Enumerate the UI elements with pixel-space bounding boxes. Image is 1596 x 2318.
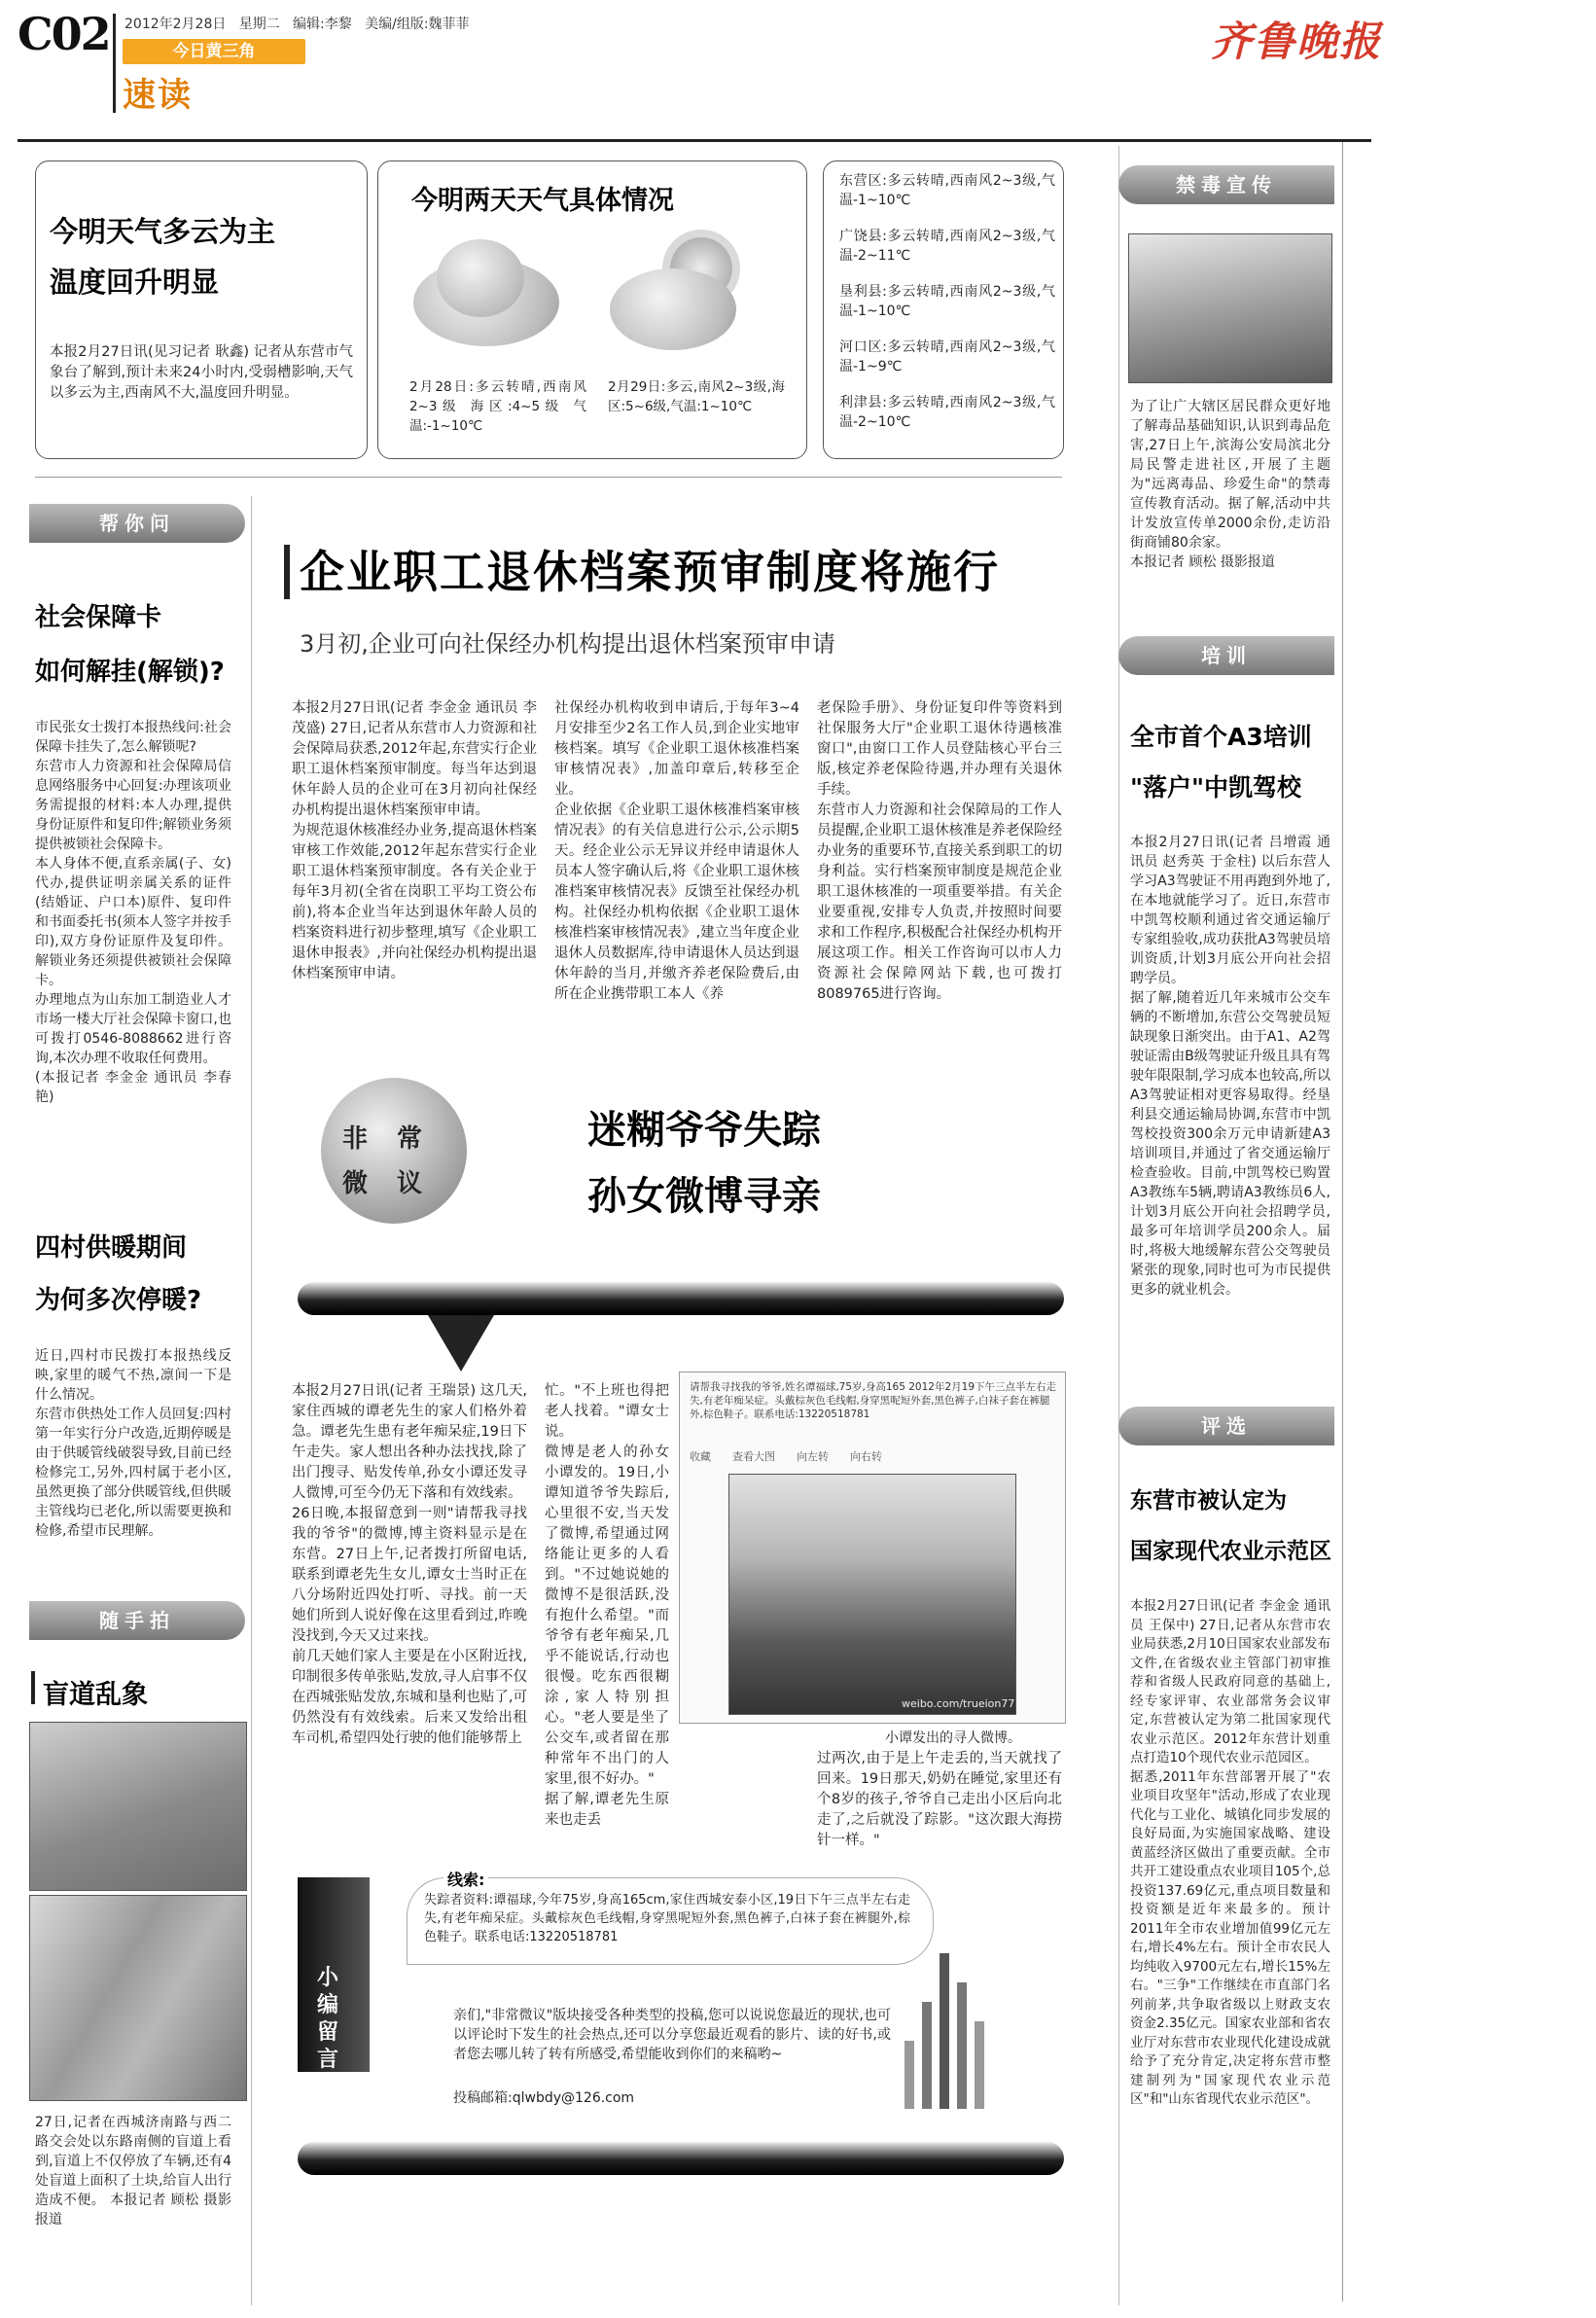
train-title-1: 全市首个A3培训 bbox=[1130, 723, 1312, 751]
cloud-icon-2 bbox=[437, 239, 524, 317]
weibo-action-bar bbox=[690, 1448, 1057, 1464]
weather-headline-2: 温度回升明显 bbox=[50, 266, 220, 299]
county-weather-item: 东营区:多云转晴,西南风2~3级,气温-1~10℃ bbox=[839, 173, 1055, 208]
train-body: 本报2月27日讯(记者 吕增霞 通讯员 赵秀英 于金柱) 以后东营人学习A3驾驶证不用再跑到外地了,在本地就能学习了。近日,东营市中凯驾校顺利通过省交通运输厅专家组验收,成功获批A3驾驶员培训资质,计划3月底公开向社会招聘学员。 据了解,随着近几年来城市公交车辆的不断增加,东营公交驾驶员短缺现象日渐突出。由于A1、A2驾驶证需由B级驾驶证升级且具有驾驶年限限制,学习成本也较高,所以A3驾驶证相对更容易取得。经垦利县交通运输局协调,东营市中凯驾校投资300余万元申请新建A3培训项目,并通过了省交通运输厅检查验收。目前,中凯驾校已购置A3教练车5辆,聘请A3教练员6人,计划3月底公开向社会招聘学员,最多可年培训学员200余人。届时,将极大地缓解东营公交驾驶员紧张的现象,同时也可为市民提供更多的就业机会。 bbox=[1130, 835, 1330, 1298]
feature-col-3: 过两次,由于是上午走丢的,当天就找了回来。19日那天,奶奶在睡觉,家里还有个8岁的孩子,爷爷自己走出小区后向北走了,之后就没了踪影。"这次跟大海捞针一样。" bbox=[817, 1751, 1062, 1848]
masthead-rule bbox=[18, 139, 1371, 142]
feature-col-2: 忙。"不上班也得把老人找着。"谭女士说。 微博是老人的孙女小谭发的。19日,小谭知道爷爷失踪后,心里很不安,当天发了微博,希望通过网络能让更多的人看到。"不过她说她的微博不是很活跃,没有抱什么希望。"而爷爷有老年痴呆,几乎不能说话,行动也很慢。吃东西很糊涂,家人特别担心。"老人要是坐了公交车,或者留在那种常年不出门的人家里,很不好办。" 据了解,谭老先生原来也走丢 bbox=[545, 1383, 669, 1828]
q2-body: 近日,四村市民拨打本报热线反映,家里的暖气不热,凛间一下是什么情况。 东营市供热处工作人员回复:四村第一年实行分户改造,近期停暖是由于供暖管线破裂导致,目前已经检修完工,另外,四村属于老小区,虽然更换了部分供暖管线,但供暖主管线均已老化,所以需要更换和检修,希望市民理解。 bbox=[35, 1348, 231, 1539]
weather-detail-box bbox=[377, 160, 807, 459]
right-col-divider bbox=[1118, 146, 1119, 2305]
weibo-action: 查看大图 bbox=[732, 1450, 775, 1463]
tag-snap: 随手拍 bbox=[29, 1601, 245, 1640]
county-weather-item: 垦利县:多云转晴,西南风2~3级,气温-1~10℃ bbox=[839, 284, 1055, 319]
train-title-2: "落户"中凯驾校 bbox=[1130, 773, 1302, 802]
photo-caption: 小谭发出的寻人微博。 bbox=[885, 1730, 1021, 1746]
feature-col-1: 本报2月27日讯(记者 王瑞景) 这几天,家住西城的谭老先生的家人们格外着急。谭老先生患有老年痴呆症,19日下午走失。家人想出各种办法找找,除了出门搜寻、贴发传单,孙女小谭还发寻人微博,可至今仍无下落和有效线索。 26日晚,本报留意到一则"请帮我寻找我的爷爷"的微博,博主资料显示是在东营。27日上午,记者拨打所留电话,联系到谭老先生女儿,谭女士当时正在八分场附近四处打听、寻找。前一天她们所到人说好像在这里看到过,昨晚没找到,今天又过来找。 前几天她们家人主要是在小区附近找,印制很多传单张贴,发放,寻人启事不仅在西城张贴发放,东城和垦利也贴了,可仍然没有有效线索。后来又发给出租车司机,希望四处行驶的他们能够帮上 bbox=[292, 1383, 527, 1746]
main-article-subtitle: 3月初,企业可向社保经办机构提出退休档案预审申请 bbox=[300, 630, 835, 658]
tag-help: 帮你问 bbox=[29, 504, 245, 543]
eval-title-1: 东营市被认定为 bbox=[1130, 1488, 1287, 1514]
main-col-2: 社保经办机构收到申请后,于每年3~4月安排至少2名工作人员,到企业实地审核档案。填写《企业职工退休核准档案审核情况表》,加盖印章后,转移至企业。 企业依据《企业职工退休核准档案审核情况表》的有关信息进行公示,公示期5天。经企业公示无异议并经申请退休人员本人签字确认后,将《企业职工退休核准档案审核情况表》反馈至社保经办机构。社保经办机构依据《企业职工退休核准档案审核情况表》,建立当年度企业退休人员数据库,待申请退休人员达到退休年龄的当月,并缴齐养老保险费后,由所在企业携带职工本人《养 bbox=[554, 700, 799, 1002]
clue-text: 失踪者资料:谭福球,今年75岁,身高165cm,家住西城安泰小区,19日下午三点半左右走失,有老年痴呆症。头戴棕灰色毛线帽,身穿黑呢短外套,黑色裤子,白袜子套在裤腿外,棕色鞋子。联系电话:13220518781 bbox=[424, 1893, 910, 1944]
weibo-watermark: weibo.com/trueion77 bbox=[902, 1697, 1015, 1710]
weibo-action: 向右转 bbox=[850, 1450, 882, 1463]
county-weather-list bbox=[839, 171, 1055, 448]
grandpa-photo bbox=[728, 1474, 1016, 1715]
decor-bars bbox=[904, 1936, 1021, 2109]
q2-title-1: 四村供暖期间 bbox=[35, 1233, 188, 1263]
feature-bar-triangle bbox=[428, 1315, 494, 1372]
q1-body: 市民张女士拨打本报热线问:社会保障卡挂失了,怎么解锁呢? 东营市人力资源和社会保障局信息网络服务中心回复:办理该项业务需提报的材料:本人办理,提供身份证原件和复印件;解锁业务须提供被锁社会保障卡。 本人身体不便,直系亲属(子、女)代办,提供证明亲属关系的证件(结婚证、户口本)原件、复印件和书面委托书(须本人签字并按手印),双方身份证原件及复印件。解锁业务还须提供被锁社会保障卡。 办理地点为山东加工制造业人才市场一楼大厅社会保障卡窗口,也可拨打0546-8088662进行咨询,本次办理不收取任何费用。 (本报记者 李金金 通讯员 李春艳) bbox=[35, 720, 231, 1105]
paper-logo: 齐鲁晚报 bbox=[1211, 18, 1383, 65]
section-name: 速读 bbox=[123, 76, 193, 115]
clue-label: 线索: bbox=[443, 1868, 488, 1890]
weibo-action: 向左转 bbox=[797, 1450, 829, 1463]
county-weather-item: 利津县:多云转晴,西南风2~3级,气温-2~10℃ bbox=[839, 395, 1055, 430]
tag-drug: 禁毒宣传 bbox=[1118, 165, 1334, 204]
weather-day2: 2月29日:多云,南风2~3级,海区:5~6级,气温:1~10℃ bbox=[608, 379, 785, 414]
badge-char-3: 微 bbox=[342, 1169, 369, 1198]
q1-title-2: 如何解挂(解锁)? bbox=[35, 658, 225, 687]
main-title-bar bbox=[284, 545, 290, 599]
editor-note-text: 亲们,"非常微议"版块接受各种类型的投稿,您可以说说您最近的现状,也可以评论时下发生的社会热点,还可以分享您最近观看的影片、读的好书,或者您去哪儿转了转有所感受,希望能收到你们的来稿哟~ bbox=[453, 2008, 891, 2062]
snap-title-bar bbox=[31, 1671, 35, 1704]
weibo-text: 请帮我寻找我的爷爷,姓名谭福球,75岁,身高165 2012年2月19下午三点半左右走失,有老年痴呆症。头戴棕灰色毛线帽,身穿黑呢短外套,黑色裤子,白袜子套在裤腿外,棕色鞋子。联系电话:13220518781 bbox=[690, 1381, 1057, 1420]
county-weather-item: 河口区:多云转晴,西南风2~3级,气温-1~9℃ bbox=[839, 339, 1055, 374]
weather-headline-1: 今明天气多云为主 bbox=[50, 215, 276, 248]
feature-bar bbox=[298, 1282, 1064, 1315]
partly-cloudy-icon bbox=[610, 268, 736, 350]
feature-title-1: 迷糊爷爷失踪 bbox=[587, 1108, 821, 1153]
main-col-3: 老保险手册》、身份证复印件等资料到社保服务大厅"企业职工退休待遇核准窗口",由窗口工作人员登陆核心平台三版,核定养老保险待遇,并办理有关退休手续。 东营市人力资源和社会保障局的工作人员提醒,企业职工退休核准是养老保险经办业务的重要环节,直接关系到职工的切身利益。实行档案预审制度是规范企业职工退休核准的一项重要举措。有关企业要重视,安排专人负责,并按照时间要求和工作程序,积极配合社保经办机构开展这项工作。相关工作咨询可以市人力资源社会保障网站下载,也可拨打8089765进行咨询。 bbox=[817, 700, 1062, 1002]
badge-char-4: 议 bbox=[397, 1169, 423, 1198]
tag-eval: 评选 bbox=[1118, 1407, 1334, 1445]
masthead-divider bbox=[113, 14, 116, 113]
page-number: C02 bbox=[18, 8, 110, 60]
section-tag: 今日黄三角 bbox=[123, 39, 305, 64]
feature-badge-grid bbox=[342, 1119, 440, 1206]
eval-title-2: 国家现代农业示范区 bbox=[1130, 1539, 1331, 1564]
main-article-title: 企业职工退休档案预审制度将施行 bbox=[300, 546, 1000, 598]
feature-bottom-bar bbox=[298, 2142, 1064, 2175]
masthead-meta: 2012年2月28日 星期二 编辑:李黎 美编/组版:魏菲菲 bbox=[124, 17, 470, 32]
weather-bottom-rule bbox=[35, 477, 1062, 478]
drug-text: 为了让广大辖区居民群众更好地了解毒品基础知识,认识到毒品危害,27日上午,滨海公安局滨北分局民警走进社区,开展了主题为"远离毒品、珍爱生命"的禁毒宣传教育活动。据了解,活动中共计发放宣传单2000余份,走访沿街商铺80余家。 本报记者 顾松 摄影报道 bbox=[1130, 399, 1330, 570]
snap-title: 盲道乱象 bbox=[43, 1680, 148, 1710]
page-right-rule bbox=[1342, 142, 1343, 2301]
main-col-1: 本报2月27日讯(记者 李金金 通讯员 李茂盛) 27日,记者从东营市人力资源和社会保障局获悉,2012年起,东营实行企业职工退休档案预审制度。每当年达到退休年龄人员的企业可在3月初向社保经办机构提出退休档案预审申请。 为规范退休核准经办业务,提高退休档案审核工作效能,2012年起东营实行企业职工退休档案预审制度。各有关企业于每年3月初(全省在岗职工平均工资公布前),将本企业当年达到退休年龄人员的档案资料进行初步整理,填写《企业职工退休申报表》,并向社保经办机构提出退休档案预审申请。 bbox=[292, 700, 537, 981]
blind-road-photo-1 bbox=[29, 1722, 247, 1891]
left-col-divider bbox=[251, 496, 252, 2305]
weather-main-box bbox=[35, 160, 368, 459]
tag-train: 培训 bbox=[1118, 636, 1334, 675]
weather-main-body: 本报2月27日讯(见习记者 耿鑫) 记者从东营市气象台了解到,预计未来24小时内,受弱槽影响,天气以多云为主,西南风不大,温度回升明显。 bbox=[50, 344, 353, 401]
weibo-screenshot bbox=[679, 1372, 1066, 1724]
weather-day1: 2月28日:多云转晴,西南风2~3级 海区:4~5级 气温:-1~10℃ bbox=[409, 379, 586, 434]
badge-char-2: 常 bbox=[397, 1124, 423, 1154]
feature-title-2: 孙女微博寻亲 bbox=[587, 1174, 821, 1219]
weather-counties-box bbox=[823, 160, 1064, 459]
editor-email: 投稿邮箱:qlwbdy@126.com bbox=[453, 2090, 635, 2106]
weather-detail-title: 今明两天天气具体情况 bbox=[411, 186, 674, 216]
editor-note-tag: 小编留言 bbox=[317, 1966, 339, 2072]
badge-char-1: 非 bbox=[342, 1124, 369, 1154]
q1-title-1: 社会保障卡 bbox=[35, 603, 162, 632]
weibo-action: 收藏 bbox=[690, 1450, 711, 1463]
blind-road-photo-2 bbox=[29, 1895, 247, 2101]
county-weather-item: 广饶县:多云转晴,西南风2~3级,气温-2~11℃ bbox=[839, 229, 1055, 264]
drug-campaign-photo bbox=[1128, 233, 1332, 383]
q2-title-2: 为何多次停暖? bbox=[35, 1286, 202, 1315]
eval-body: 本报2月27日讯(记者 李金金 通讯员 王保中) 27日,记者从东营市农业局获悉,2月10日国家农业部发布文件,在省级农业主管部门初审推荐和省级人民政府同意的基础上,经专家评审、农业部常务会议审定,东营被认定为第二批国家现代农业示范区。2012年东营计划重点打造10个现代农业示范园区。 据悉,2011年东营部署开展了"农业项目攻坚年"活动,形成了农业现代化与工业化、城镇化同步发展的良好局面,为实施国家战略、建设黄蓝经济区做出了重要贡献。全市共开工建设重点农业项目105个,总投资137.69亿元,重点项目数量和投资额是近年来最多的。预计2011年全市农业增加值99亿元左右,增长4%左右。预计全市农民人均纯收入9700元左右,增长15%左右。"三争"工作继续在市直部门名列前茅,共争取省级以上财政支农资金2.35亿元。国家农业部和省农业厅对东营市农业现代化建设成就给予了充分肯定,决定将东营市整建制列为"国家现代农业示范区"和"山东省现代农业示范区"。 bbox=[1130, 1598, 1330, 2107]
snap-caption: 27日,记者在西城济南路与西二路交会处以东路南侧的盲道上看到,盲道上不仅停放了车辆,还有4处盲道上面积了土块,给盲人出行造成不便。 本报记者 顾松 摄影报道 bbox=[35, 2115, 231, 2228]
